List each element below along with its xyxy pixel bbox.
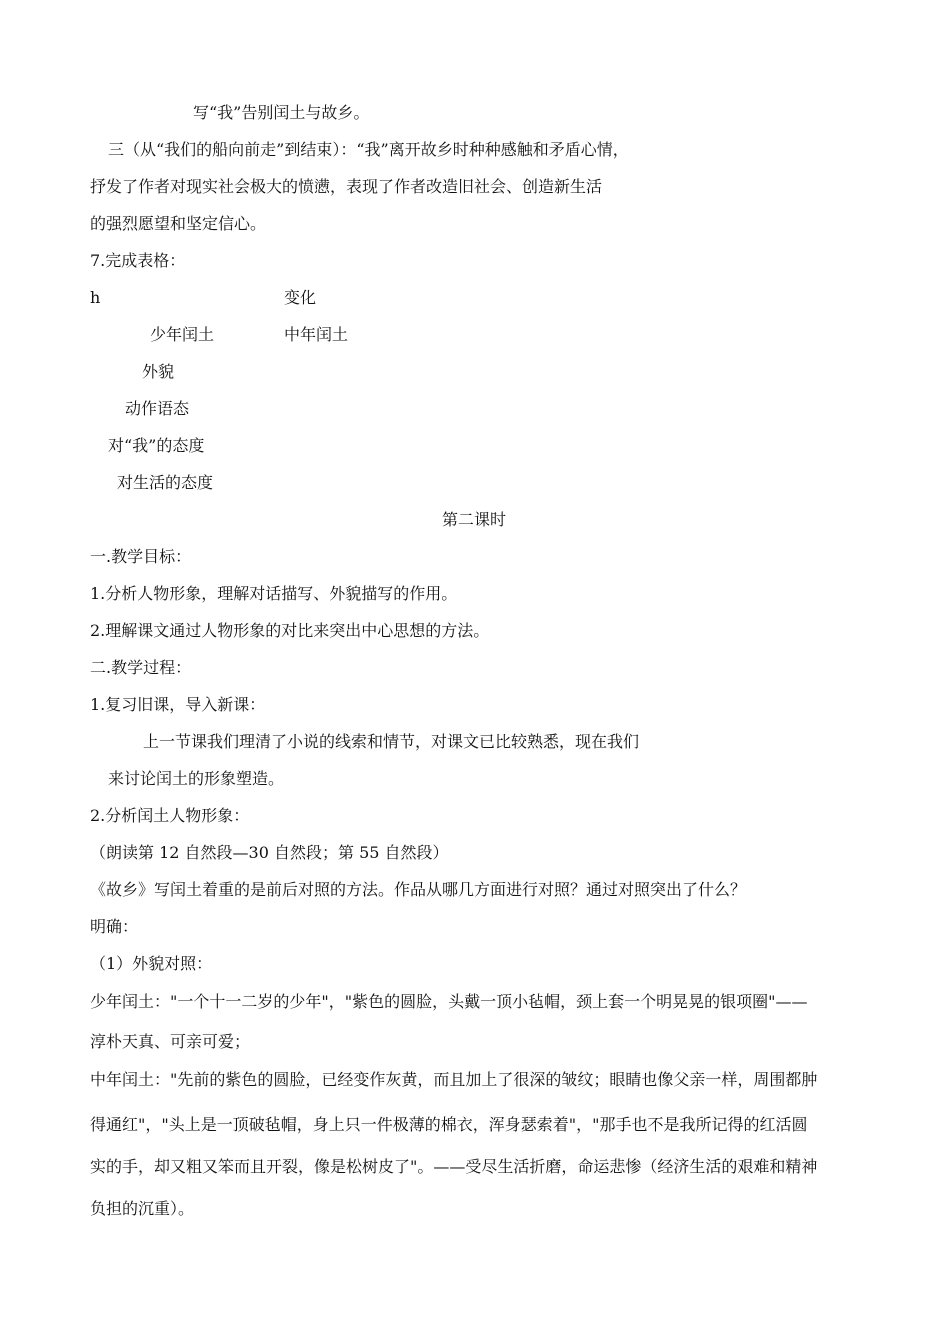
table-row-label: 对生活的态度 [117, 473, 214, 492]
text-line: 负担的沉重）。 [90, 1199, 195, 1218]
heading: 二.教学过程： [90, 658, 192, 677]
text-line: 中年闰土："先前的紫色的圆脸，已经变作灰黄，而且加上了很深的皱纹；眼睛也像父亲一样，周围都肿 [90, 1070, 818, 1089]
text-line: 来讨论闰土的形象塑造。 [108, 769, 285, 788]
table-row-label: 对“我”的态度 [108, 436, 205, 455]
text-line: 淳朴天真、可亲可爱； [90, 1032, 251, 1051]
heading: 一.教学目标： [90, 547, 192, 566]
section-title: 第二课时 [442, 510, 507, 529]
table-header-cell: 中年闰土 [284, 325, 349, 344]
table-header-cell: 少年闰土 [150, 325, 215, 344]
text-line: 1.复习旧课，导入新课： [90, 695, 266, 714]
text-line: （1）外貌对照： [90, 954, 213, 973]
text-line: 得通红"，"头上是一顶破毡帽，身上只一件极薄的棉衣，浑身瑟索着"，"那手也不是我所记得的红活圆 [90, 1115, 808, 1134]
text-line: 《故乡》写闰土着重的是前后对照的方法。作品从哪几方面进行对照？通过对照突出了什么？ [90, 880, 747, 899]
text-line: 的强烈愿望和坚定信心。 [90, 214, 267, 233]
text-line: 1.分析人物形象，理解对话描写、外貌描写的作用。 [90, 584, 458, 603]
text-line: 明确： [90, 917, 139, 936]
text-line: 2.分析闰土人物形象： [90, 806, 250, 825]
text-line: 上一节课我们理清了小说的线索和情节，对课文已比较熟悉，现在我们 [143, 732, 640, 751]
table-header-cell: 变化 [284, 288, 317, 307]
table-row-label: 动作语态 [125, 399, 190, 418]
table-header-cell: h [90, 288, 101, 307]
text-line: 三（从“我们的船向前走”到结束）：“我”离开故乡时种种感触和矛盾心情， [108, 140, 629, 159]
text-line: 写“我”告别闰土与故乡。 [193, 103, 370, 122]
text-line: 7.完成表格： [90, 251, 186, 270]
text-line: 少年闰土："一个十一二岁的少年"，"紫色的圆脸，头戴一顶小毡帽，颈上套一个明晃晃的银项圈"—— [90, 992, 808, 1011]
text-line: 2.理解课文通过人物形象的对比来突出中心思想的方法。 [90, 621, 490, 640]
text-line: （朗读第 12 自然段—30 自然段；第 55 自然段） [90, 843, 449, 862]
table-row-label: 外貌 [142, 362, 175, 381]
text-line: 实的手，却又粗又笨而且开裂，像是松树皮了"。——受尽生活折磨，命运悲惨（经济生活的艰难和精神 [90, 1157, 818, 1176]
text-line: 抒发了作者对现实社会极大的愤懑，表现了作者改造旧社会、创造新生活 [90, 177, 603, 196]
